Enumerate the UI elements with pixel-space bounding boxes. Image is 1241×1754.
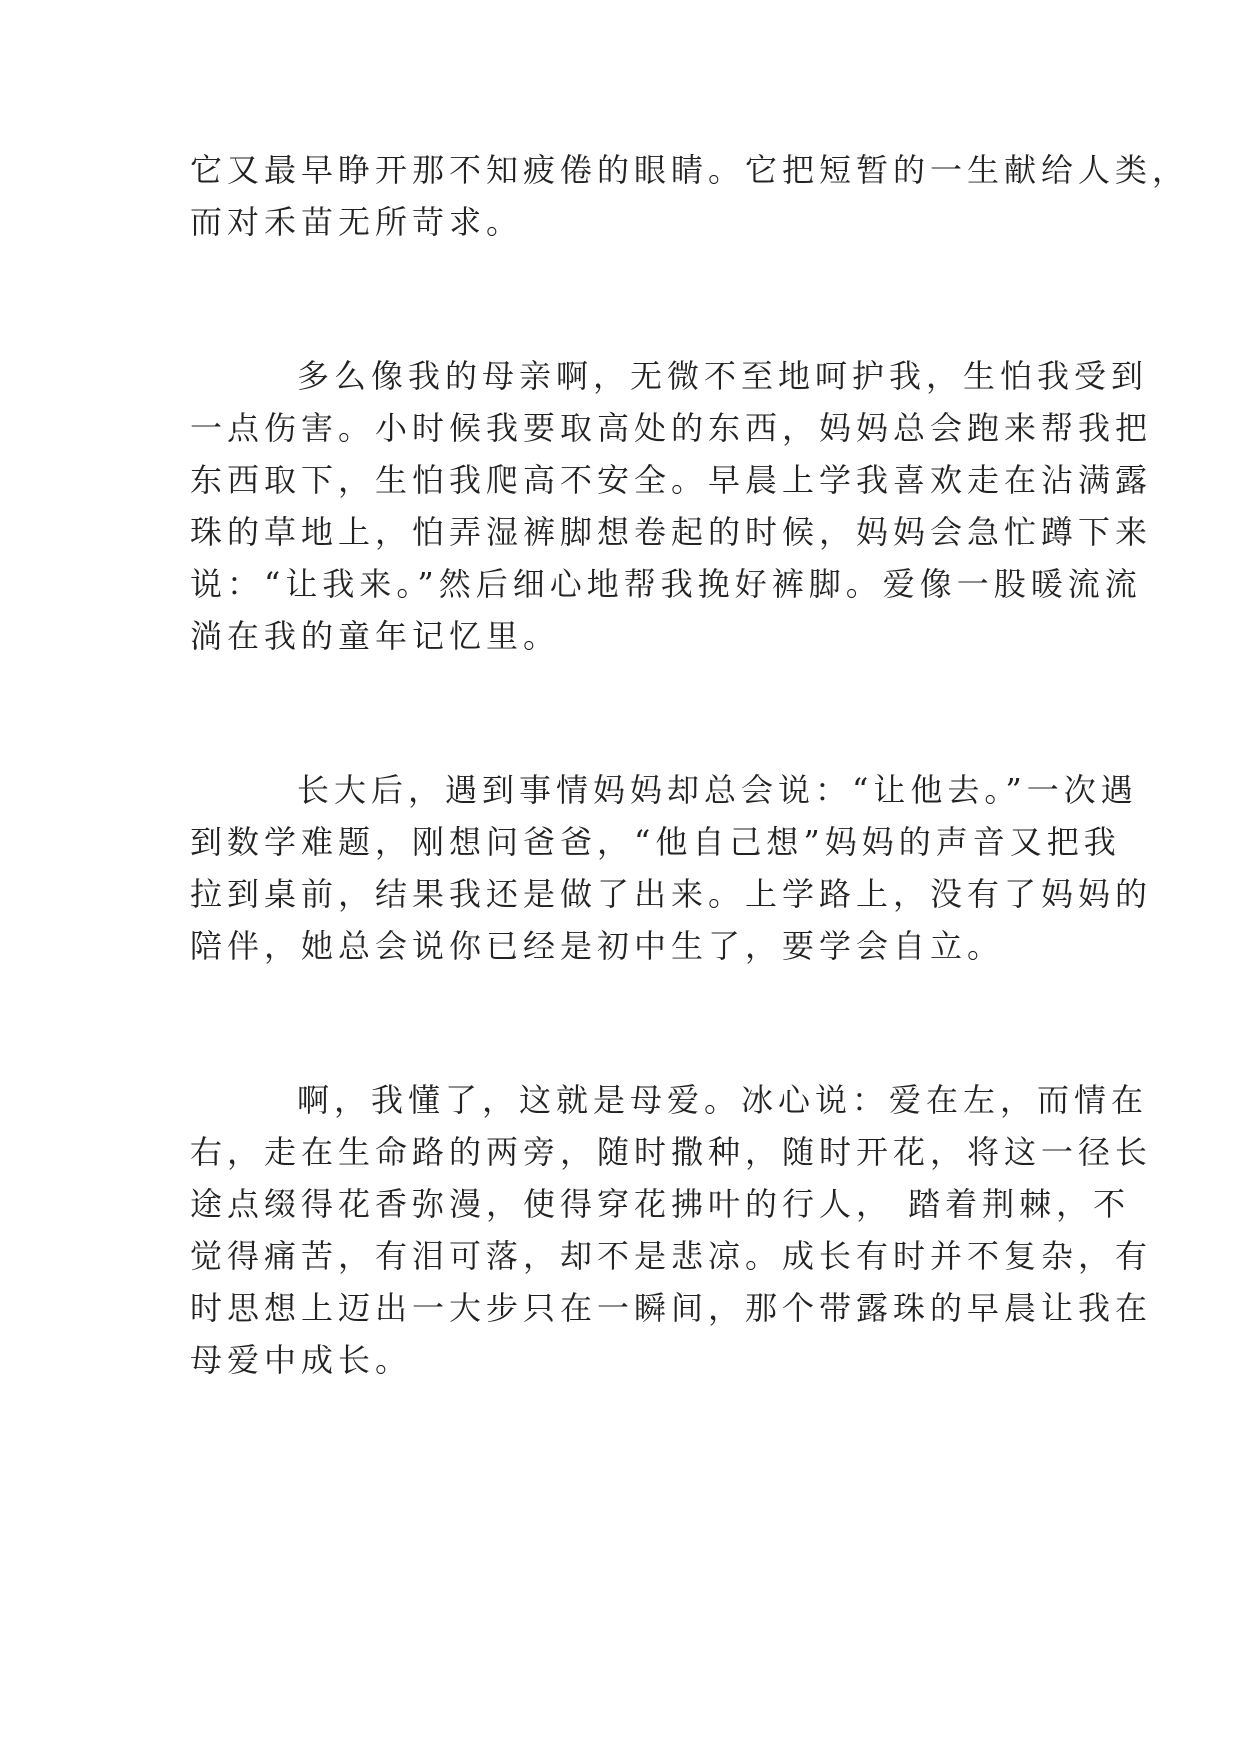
paragraph-line: 觉得痛苦，有泪可落，却不是悲凉。成长有时并不复杂，有 <box>190 1237 1153 1275</box>
paragraph-line: 途点缀得花香弥漫，使得穿花拂叶的行人， 踏着荆棘，不 <box>190 1185 1131 1223</box>
paragraph-line: 拉到桌前，结果我还是做了出来。上学路上，没有了妈妈的 <box>190 875 1153 913</box>
paragraph-line: 珠的草地上，怕弄湿裤脚想卷起的时候，妈妈会急忙蹲下来 <box>190 513 1153 551</box>
paragraph-line: 一点伤害。小时候我要取高处的东西，妈妈总会跑来帮我把 <box>190 409 1153 447</box>
paragraph-line: 淌在我的童年记忆里。 <box>190 617 561 655</box>
paragraph-line: 右，走在生命路的两旁，随时撒种，随时开花，将这一径长 <box>190 1133 1153 1171</box>
paragraph-line: 说：“让我来。”然后细心地帮我挽好裤脚。爱像一股暖流流 <box>190 565 1142 603</box>
paragraph-line: 啊，我懂了，这就是母爱。冰心说：爱在左，而情在 <box>297 1081 1149 1119</box>
paragraph-line: 它又最早睁开那不知疲倦的眼睛。它把短暂的一生献给人类， <box>190 151 1190 189</box>
paragraph-line: 东西取下，生怕我爬高不安全。早晨上学我喜欢走在沾满露 <box>190 461 1153 499</box>
paragraph-line: 时思想上迈出一大步只在一瞬间，那个带露珠的早晨让我在 <box>190 1289 1153 1327</box>
paragraph-line: 多么像我的母亲啊，无微不至地呵护我，生怕我受到 <box>297 357 1149 395</box>
paragraph-line: 长大后，遇到事情妈妈却总会说：“让他去。”一次遇 <box>297 771 1138 809</box>
paragraph-line: 而对禾苗无所苛求。 <box>190 203 524 241</box>
paragraph-line: 陪伴，她总会说你已经是初中生了，要学会自立。 <box>190 927 1005 965</box>
paragraph-line: 到数学难题，刚想问爸爸，“他自己想”妈妈的声音又把我 <box>190 823 1121 861</box>
paragraph-line: 母爱中成长。 <box>190 1341 413 1379</box>
